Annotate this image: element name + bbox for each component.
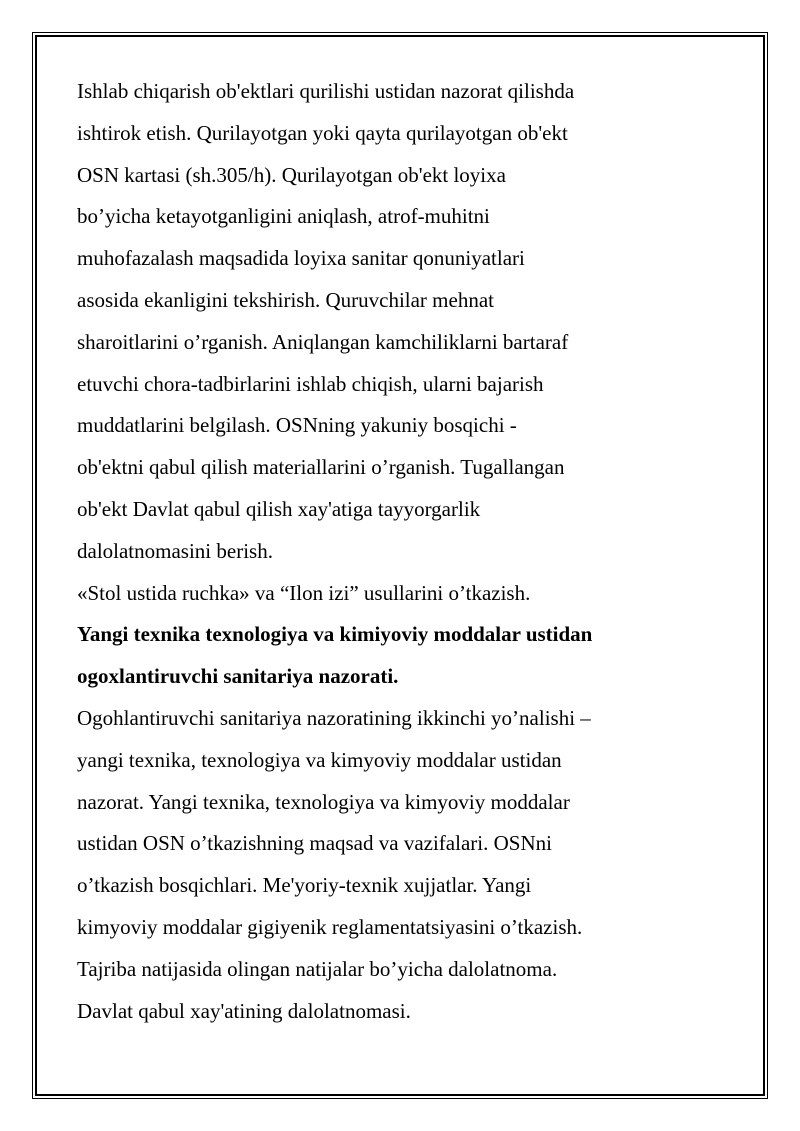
paragraph-line: «Stol ustida ruchka» va “Ilon izi” usullarini o’tkazish. bbox=[77, 580, 531, 605]
paragraph-line: nazorat. Yangi texnika, texnologiya va kimyoviy moddalar bbox=[77, 789, 570, 814]
section-heading-line: ogoxlantiruvchi sanitariya nazorati. bbox=[77, 664, 399, 689]
paragraph-line: ishtirok etish. Qurilayotgan yoki qayta qurilayotgan ob'ekt bbox=[77, 120, 568, 145]
paragraph-line: ob'ekt Davlat qabul qilish xay'atiga tayyorgarlik bbox=[77, 496, 481, 521]
paragraph-line: sharoitlarini o’rganish. Aniqlangan kamchiliklarni bartaraf bbox=[77, 329, 569, 354]
paragraph-line: yangi texnika, texnologiya va kimyoviy moddalar ustidan bbox=[77, 747, 562, 772]
paragraph-line: Ishlab chiqarish ob'ektlari qurilishi ustidan nazorat qilishda bbox=[77, 79, 575, 103]
paragraph-line: muddatlarini belgilash. OSNning yakuniy bosqichi - bbox=[77, 413, 517, 438]
paragraph-line: etuvchi chora-tadbirlarini ishlab chiqish, ularni bajarish bbox=[77, 371, 544, 396]
paragraph-line: ustidan OSN o’tkazishning maqsad va vazifalari. OSNni bbox=[77, 831, 552, 856]
paragraph-line: Tajriba natijasida olingan natijalar bo’yicha dalolatnoma. bbox=[77, 956, 558, 981]
paragraph-line: o’tkazish bosqichlari. Me'yoriy-texnik xujjatlar. Yangi bbox=[77, 873, 532, 898]
paragraph-line: asosida ekanligini tekshirish. Quruvchilar mehnat bbox=[77, 287, 494, 312]
paragraph-line: muhofazalash maqsadida loyixa sanitar qonuniyatlari bbox=[77, 246, 525, 271]
document-body bbox=[77, 71, 717, 1032]
paragraph-line: OSN kartasi (sh.305/h). Qurilayotgan ob'ekt loyixa bbox=[77, 162, 506, 187]
section-heading-line: Yangi texnika texnologiya va kimiyoviy moddalar ustidan bbox=[77, 622, 593, 647]
paragraph-line: dalolatnomasini berish. bbox=[77, 538, 273, 563]
paragraph-line: ob'ektni qabul qilish materiallarini o’rganish. Tugallangan bbox=[77, 455, 565, 480]
paragraph-line: bo’yicha ketayotganligini aniqlash, atrof-muhitni bbox=[77, 204, 490, 229]
paragraph-line: Ogohlantiruvchi sanitariya nazoratining ikkinchi yo’nalishi – bbox=[77, 705, 591, 730]
paragraph-line: kimyoviy moddalar gigiyenik reglamentatsiyasini o’tkazish. bbox=[77, 914, 583, 939]
paragraph-line: Davlat qabul xay'atining dalolatnomasi. bbox=[77, 998, 411, 1023]
